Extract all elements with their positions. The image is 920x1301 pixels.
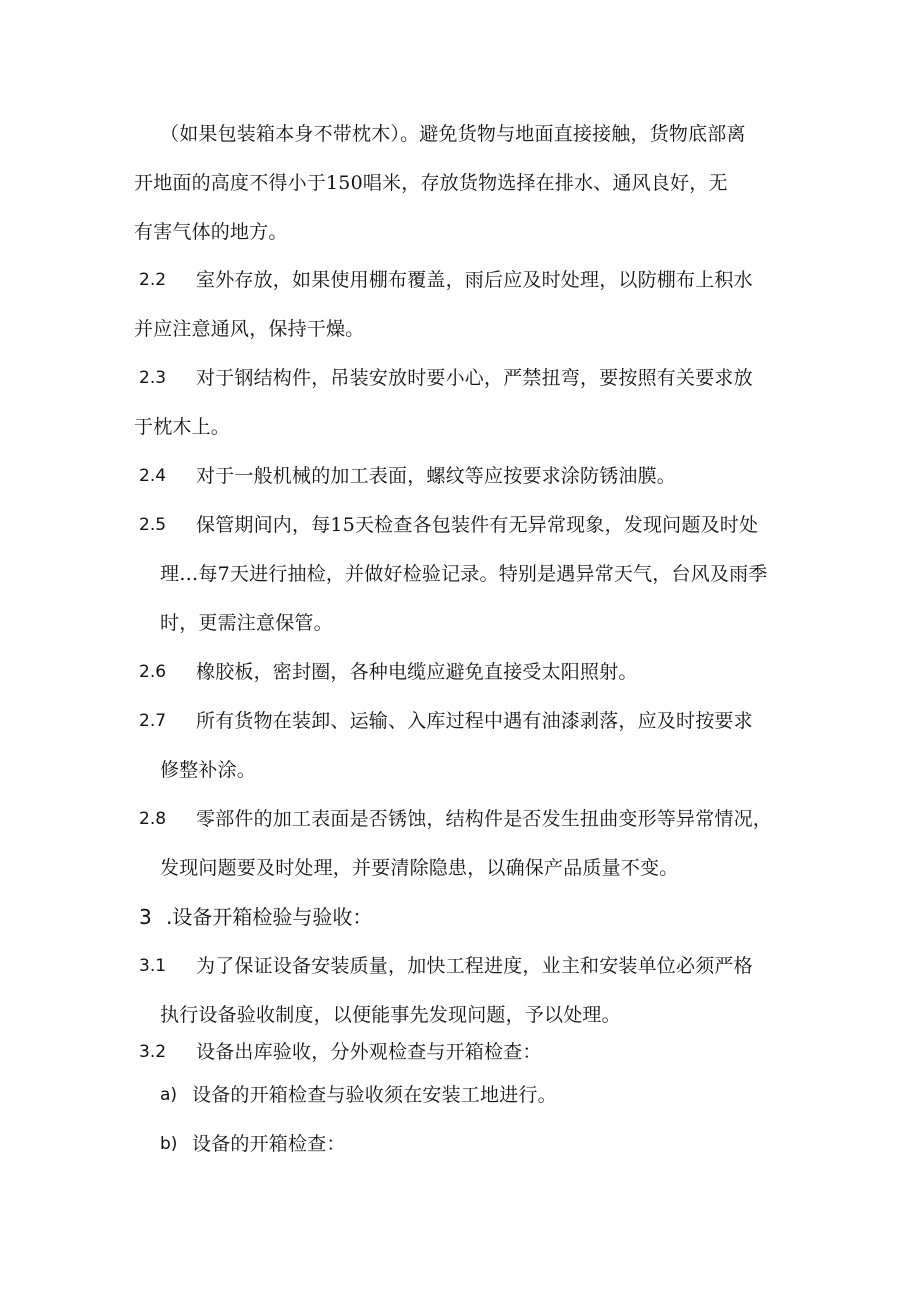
paragraph-line: 保管期间内，每15天检查各包装件有无异常现象，发现问题及时处 xyxy=(196,514,759,536)
paragraph-line: 所有货物在装卸、运输、入库过程中遇有油漆剥落，应及时按要求 xyxy=(196,710,753,732)
paragraph-line: 有害气体的地方。 xyxy=(134,221,288,243)
paragraph-line: 理…每7天进行抽检，并做好检验记录。特别是遇异常天气，台风及雨季 xyxy=(160,563,768,585)
paragraph-line: 设备出库验收，分外观检查与开箱检查： xyxy=(196,1041,542,1063)
paragraph-line: （如果包装箱本身不带枕木）。避免货物与地面直接接触，货物底部离 xyxy=(160,123,746,145)
paragraph-line: 发现问题要及时处理，并要清除隐患，以确保产品质量不变。 xyxy=(160,857,679,879)
paragraph-line: 设备的开箱检查与验收须在安装工地进行。 xyxy=(192,1084,557,1106)
paragraph-line: 设备的开箱检查： xyxy=(192,1133,346,1155)
paragraph-line: 对于钢结构件，吊装安放时要小心，严禁扭弯，要按照有关要求放 xyxy=(196,367,753,389)
item-letter: b) xyxy=(160,1134,178,1154)
paragraph-line: 执行设备验收制度，以便能事先发现问题，予以处理。 xyxy=(160,1004,621,1026)
item-number: 2.5 xyxy=(139,515,167,535)
item-number: 2.2 xyxy=(139,270,167,290)
section-title: .设备开箱检验与验收： xyxy=(166,905,373,929)
item-number: 2.4 xyxy=(139,466,167,486)
paragraph-line: 修整补涂。 xyxy=(160,759,257,781)
item-number: 3.2 xyxy=(139,1042,167,1062)
paragraph-line: 零部件的加工表面是否锈蚀，结构件是否发生扭曲变形等异常情况， xyxy=(196,808,773,830)
paragraph-line: 时，更需注意保管。 xyxy=(160,612,333,634)
section-number: 3 xyxy=(139,905,152,929)
item-number: 2.8 xyxy=(139,809,167,829)
item-letter: a) xyxy=(160,1085,178,1105)
paragraph-line: 于枕木上。 xyxy=(134,416,231,438)
item-number: 2.7 xyxy=(139,711,167,731)
item-number: 2.3 xyxy=(139,368,167,388)
paragraph-line: 为了保证设备安装质量，加快工程进度，业主和安装单位必须严格 xyxy=(196,955,753,977)
paragraph-line: 并应注意通风，保持干燥。 xyxy=(134,318,365,340)
item-number: 3.1 xyxy=(139,956,167,976)
item-number: 2.6 xyxy=(139,662,167,682)
paragraph-line: 对于一般机械的加工表面，螺纹等应按要求涂防锈油膜。 xyxy=(196,465,677,487)
paragraph-line: 橡胶板，密封圈，各种电缆应避免直接受太阳照射。 xyxy=(196,661,638,683)
paragraph-line: 开地面的高度不得小于150唱米，存放货物选择在排水、通风良好，无 xyxy=(134,172,728,194)
paragraph-line: 室外存放，如果使用棚布覆盖，雨后应及时处理，以防棚布上积水 xyxy=(196,269,753,291)
